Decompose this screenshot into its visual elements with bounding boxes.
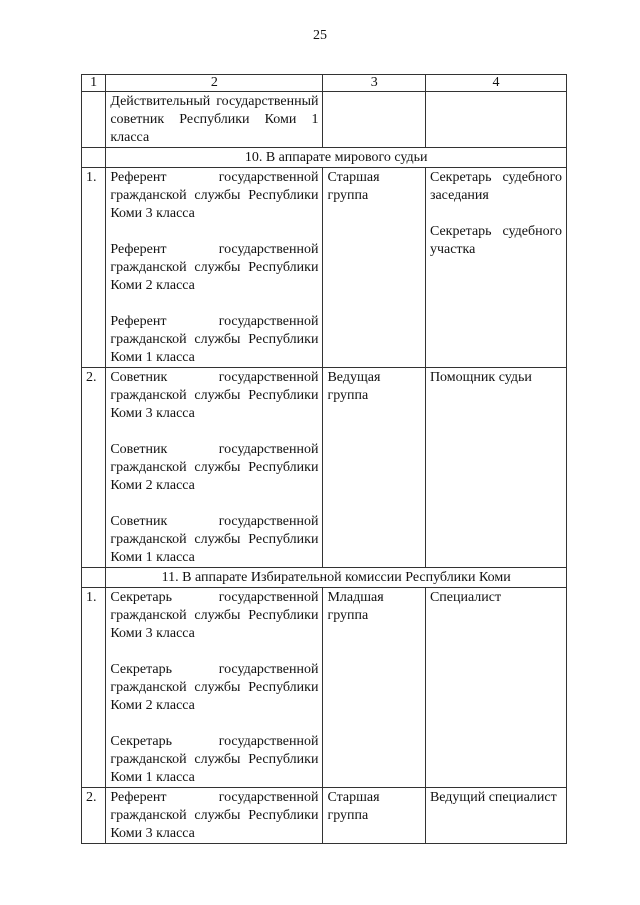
class-rank-cell <box>106 168 323 368</box>
class-rank-entry: Секретарь государственной гражданской службы Республики Коми 2 класса <box>110 662 319 713</box>
table-row <box>82 168 567 368</box>
page-number: 25 <box>313 28 327 43</box>
class-rank-entry: Советник государственной гражданской службы Республики Коми 3 класса <box>110 370 319 421</box>
row-number-cell <box>82 568 106 588</box>
class-rank-cell <box>106 788 323 844</box>
job-title: Секретарь судебного заседания <box>429 170 562 203</box>
job-title-cell <box>425 788 566 844</box>
class-rank-cell <box>106 588 323 788</box>
row-number-cell: 2. <box>82 368 106 568</box>
class-rank-cell: Действительный государственный советник Республики Коми 1 класса <box>106 92 323 148</box>
class-rank-entry: Советник государственной гражданской службы Республики Коми 2 класса <box>110 442 319 493</box>
class-rank-entry: Секретарь государственной гражданской службы Республики Коми 1 класса <box>110 734 319 785</box>
job-title-cell <box>425 168 566 368</box>
job-title: Ведущий специалист <box>429 790 557 805</box>
group-cell: Младшая группа <box>323 588 425 788</box>
row-number-cell: 2. <box>82 788 106 844</box>
column-header: 2 <box>106 75 323 92</box>
job-title: Специалист <box>429 590 502 605</box>
row-number-cell <box>82 92 106 148</box>
table-row <box>82 368 567 568</box>
job-title-cell <box>425 368 566 568</box>
section-title: 10. В аппарате мирового судьи <box>106 148 567 168</box>
class-rank-entry: Референт государственной гражданской службы Республики Коми 3 класса <box>110 170 319 221</box>
table-row <box>82 588 567 788</box>
group-cell: Старшая группа <box>323 788 425 844</box>
group-cell <box>323 92 425 148</box>
table-row <box>82 788 567 844</box>
row-number-cell: 1. <box>82 168 106 368</box>
positions-table <box>81 74 567 844</box>
group-cell: Ведущая группа <box>323 368 425 568</box>
job-title-cell <box>425 588 566 788</box>
table-header-row <box>82 75 567 92</box>
class-rank-cell <box>106 368 323 568</box>
job-title-cell <box>425 92 566 148</box>
job-title: Помощник судьи <box>429 370 532 385</box>
job-title: Секретарь судебного участка <box>429 224 562 257</box>
column-header: 4 <box>425 75 566 92</box>
group-cell: Старшая группа <box>323 168 425 368</box>
class-rank-entry: Референт государственной гражданской службы Республики Коми 2 класса <box>110 242 319 293</box>
section-title: 11. В аппарате Избирательной комиссии Республики Коми <box>106 568 567 588</box>
section-heading-row <box>82 568 567 588</box>
table-row <box>82 92 567 148</box>
column-header: 3 <box>323 75 425 92</box>
row-number-cell <box>82 148 106 168</box>
class-rank-entry: Референт государственной гражданской службы Республики Коми 3 класса <box>110 790 319 841</box>
class-rank-entry: Советник государственной гражданской службы Республики Коми 1 класса <box>110 514 319 565</box>
class-rank-entry: Секретарь государственной гражданской службы Республики Коми 3 класса <box>110 590 319 641</box>
column-header: 1 <box>82 75 106 92</box>
section-heading-row <box>82 148 567 168</box>
class-rank-entry: Референт государственной гражданской службы Республики Коми 1 класса <box>110 314 319 365</box>
row-number-cell: 1. <box>82 588 106 788</box>
